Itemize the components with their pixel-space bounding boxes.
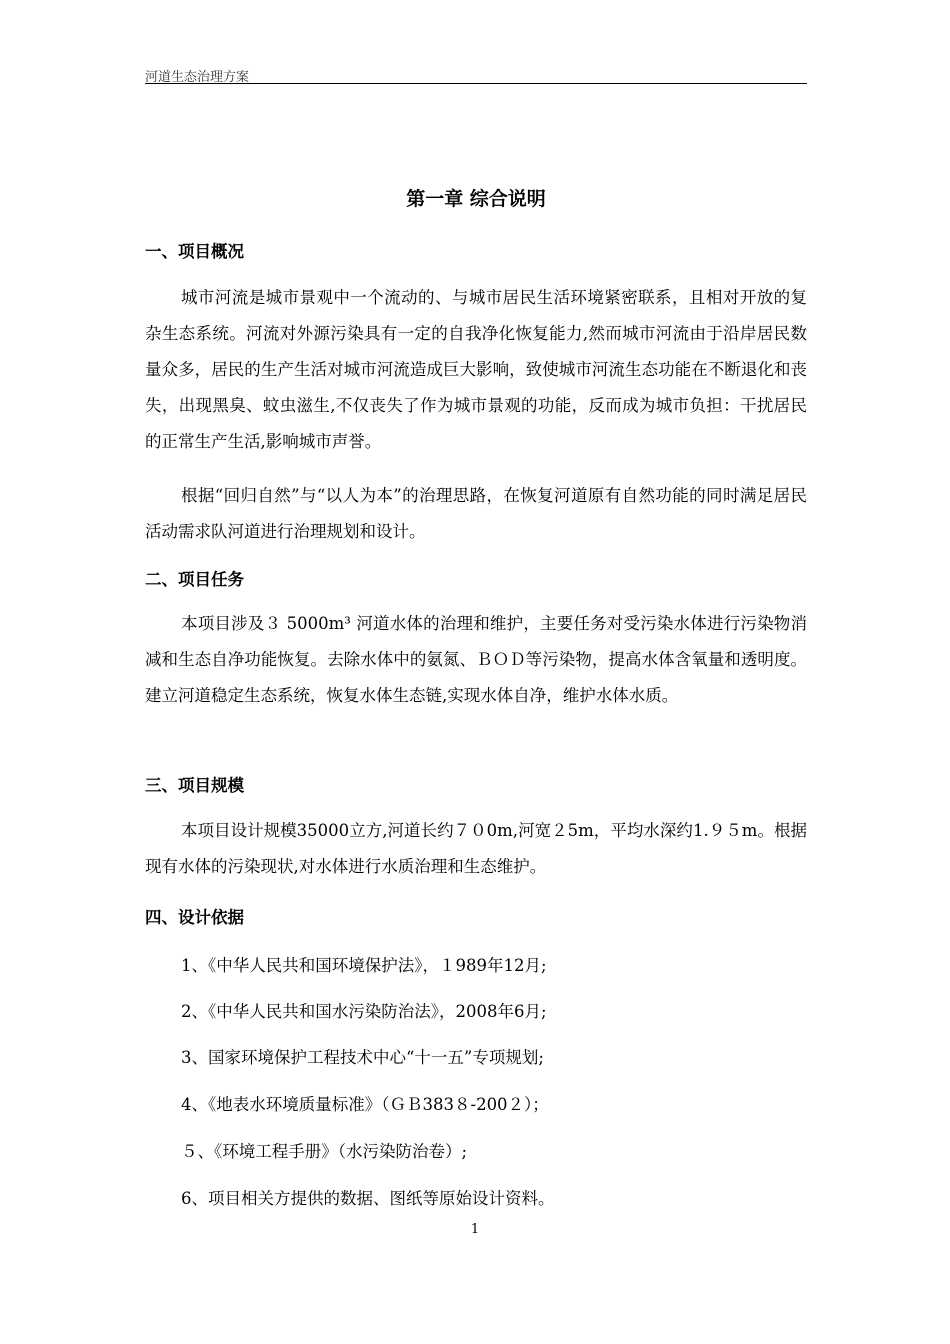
section-heading-scale: 三、项目规模 bbox=[145, 776, 244, 795]
overview-paragraph-1: 城市河流是城市景观中一个流动的、与城市居民生活环境紧密联系，且相对开放的复杂生态系统。河流对外源污染具有一定的自我净化恢复能力,然而城市河流由于沿岸居民数量众多，居民的生产生活对城市河流造成巨大影响，致使城市河流生态功能在不断退化和丧失，出现黑臭、蚊虫滋生,不仅丧失了作为城市景观的功能，反而成为城市负担：干扰居民的正常生产生活,影响城市声誉。 bbox=[145, 288, 807, 451]
running-header: 河道生态治理方案 bbox=[145, 70, 250, 85]
basis-list-item: 4、《地表水环境质量标准》（ＧＢ383８-200２）； bbox=[181, 1095, 549, 1114]
chapter-title: 第一章 综合说明 bbox=[406, 188, 546, 210]
basis-list-item: 1、《中华人民共和国环境保护法》，１989年12月; bbox=[181, 956, 547, 975]
basis-list-item: ５、《环境工程手册》（水污染防治卷）; bbox=[181, 1142, 468, 1161]
basis-list-item: 6、项目相关方提供的数据、图纸等原始设计资料。 bbox=[181, 1189, 555, 1208]
section-heading-overview: 一、项目概况 bbox=[145, 242, 244, 261]
scale-paragraph: 本项目设计规模35000立方,河道长约７０0m,河宽２5m，平均水深约1.９５m。根据现有水体的污染现状,对水体进行水质治理和生态维护。 bbox=[145, 821, 807, 876]
section-heading-tasks: 二、项目任务 bbox=[145, 570, 244, 589]
header-rule bbox=[145, 83, 807, 84]
tasks-paragraph: 本项目涉及３ 5000m³ 河道水体的治理和维护，主要任务对受污染水体进行污染物消减和生态自净功能恢复。去除水体中的氨氮、ＢＯＤ等污染物，提高水体含氧量和透明度。建立河道稳定生态系统，恢复水体生态链,实现水体自净，维护水体水质。 bbox=[145, 614, 807, 705]
section-heading-basis: 四、设计依据 bbox=[145, 908, 244, 927]
basis-list-item: 2、《中华人民共和国水污染防治法》，2008年6月; bbox=[181, 1002, 547, 1021]
basis-list-item: 3、国家环境保护工程技术中心“十一五”专项规划; bbox=[181, 1048, 544, 1067]
overview-paragraph-2: 根据“回归自然”与“以人为本”的治理思路，在恢复河道原有自然功能的同时满足居民活动需求队河道进行治理规划和设计。 bbox=[145, 486, 807, 541]
page-number: 1 bbox=[470, 1222, 480, 1237]
